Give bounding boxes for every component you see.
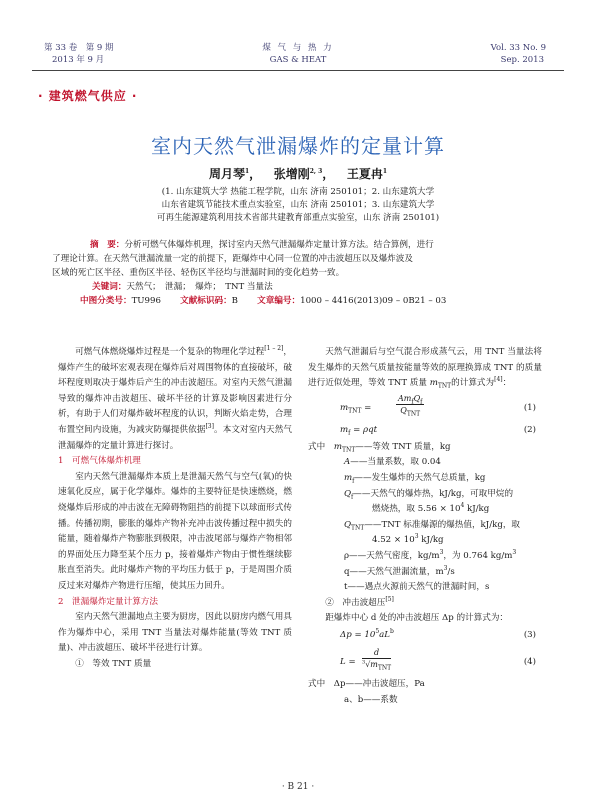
header-rule bbox=[32, 70, 564, 71]
method-paragraph: 室内天然气泄漏地点主要为厨房，因此以厨房内燃气用具作为爆炸中心，采用 TNT 当量法对爆炸能量(等效 TNT 质量)、冲击波超压、破坏半径进行计算。 bbox=[58, 612, 292, 654]
journal-volume-en: Vol. 33 No. 9 bbox=[490, 43, 546, 53]
article-no-label: 文章编号： bbox=[257, 296, 301, 306]
journal-title-en: GAS & HEAT bbox=[269, 55, 327, 65]
section-tag: · 建筑燃气供应 · bbox=[38, 89, 138, 103]
equation-1: $m_{TNT}$ = $Am_fQ_f$ $Q_{TNT}$ (1) bbox=[340, 393, 536, 418]
page-number: · B 21 · bbox=[281, 782, 315, 792]
keywords: 天然气； 泄漏； 爆炸； TNT 当量法 bbox=[126, 282, 273, 292]
author-1: 周月琴 bbox=[208, 167, 245, 181]
left-column bbox=[58, 345, 292, 672]
author-1-affil: 1 bbox=[244, 168, 250, 175]
author-3-affil: 1 bbox=[382, 168, 388, 175]
section-heading-1: 1 可燃气体爆炸机理 bbox=[58, 456, 141, 467]
mechanism-paragraph: 室内天然气泄漏爆炸本质上是泄漏天然气与空气(氧)的快速氧化反应，属于化学爆炸。爆炸的主要特征是快速燃烧，燃烧爆炸后形成的冲击波在无障碍物阻挡的前提下以球面形式传播。传播初期，膨胀的爆炸产物补充冲击波传播过程中损失的能量，随着爆炸产物膨胀到极限，冲击波尾部与爆炸产物相邻的界面处压力降至某个压力 p，接着爆炸产物由于惯性继续膨胀直至消失。此时爆炸产物的平均压力低于 p，于是周围介质反过来对爆炸产物进行压缩，使其压力回升。 bbox=[58, 471, 292, 591]
symbol-definition: 式中 Δp——冲击波超压，Pa bbox=[308, 678, 425, 689]
clc-value: TU996 bbox=[131, 296, 161, 306]
journal-date: 2013 年 9 月 bbox=[52, 55, 105, 65]
section-heading-2: 2 泄漏爆炸定量计算方法 bbox=[58, 596, 158, 607]
affiliation-line: 可再生能源建筑利用技术省部共建教育部重点实验室，山东 济南 250101) bbox=[156, 213, 440, 223]
affiliation-line: 山东省建筑节能技术重点实验室，山东 济南 250101；3. 山东建筑大学 bbox=[161, 200, 435, 210]
item-tnt-mass: ① 等效 TNT 质量 bbox=[75, 658, 152, 669]
author-2: 张增刚 bbox=[273, 167, 310, 181]
symbol-definition: a、b——系数 bbox=[344, 694, 398, 705]
tnt-paragraph: 天然气泄漏后与空气混合形成蒸气云，用 TNT 当量法将发生爆炸的天然气质量按能量等效的原理换算成 TNT 的质量进行近似处理，等效 TNT 质量 $m_{TNT}$的计算式为[4]： bbox=[308, 347, 542, 390]
equation-number: (2) bbox=[523, 424, 536, 435]
clc-label: 中图分类号： bbox=[80, 296, 132, 306]
doc-code-label: 文献标识码： bbox=[180, 296, 232, 306]
overpressure-paragraph: 距爆炸中心 d 处的冲击波超压 Δp 的计算式为： bbox=[325, 613, 509, 624]
equation-3: $\Delta p = 10^5aL^b$ (3) bbox=[308, 627, 542, 645]
citation: [4] bbox=[494, 376, 503, 384]
doc-code-value: B bbox=[231, 296, 238, 306]
journal-title: 煤 气 与 热 力 bbox=[262, 43, 334, 53]
author-2-affil: 2, 3 bbox=[309, 168, 323, 175]
right-column bbox=[308, 345, 542, 708]
journal-date-en: Sep. 2013 bbox=[500, 55, 544, 65]
journal-volume: 第 33 卷 第 9 期 bbox=[44, 43, 114, 53]
citation: [1 – 2] bbox=[264, 345, 284, 353]
paper-title: 室内天然气泄漏爆炸的定量计算 bbox=[151, 134, 445, 158]
symbol-definitions: 式中 $m_{TNT}——$等效 TNT 质量，kg A——当量系数，取 0.04 $m_f——$发生爆炸的天然气总质量，kg $Q_f——$天然气的爆炸热，kJ/kg，可取甲烷的 燃烧热，取 $5.56 \times 10^4$ kJ/kg $Q_{TNT}——TNT$ 标准爆源的爆热值，kJ/kg，取 $4.52 \times 10^3$ kJ/kg ρ——天然气密度，$kg/m^3$，为 0.764 $kg/m^3$ q——天然气泄漏流量，$m^3/s$ t——遇点火源前天然气的泄漏时间，s bbox=[308, 441, 521, 593]
affiliations bbox=[0, 186, 596, 225]
equation-4: L = d $^3√m_{TNT}$ (4) bbox=[340, 647, 536, 672]
intro-paragraph: 可燃气体燃烧爆炸过程是一个复杂的物理化学过程[1 – 2]，爆炸产生的破坏宏观表现在爆炸后对周围物体的直接破坏，破坏程度则取决于爆炸后产生的冲击波超压。对室内天然气泄漏导致的爆炸冲击波超压、破坏半径的计算及影响因素进行分析，有助于人们对爆炸破坏程度的认识，判断火焰走势，合理布置空间内设施，为减灾防爆提供依据[3]。本文对室内天然气泄漏爆炸的定量计算进行探讨。 bbox=[58, 345, 293, 451]
affiliation-line: (1. 山东建筑大学 热能工程学院，山东 济南 250101；2. 山东建筑大学 bbox=[161, 187, 435, 197]
item-overpressure: ② 冲击波超压[5] bbox=[325, 595, 394, 608]
abstract-text: 区域的死亡区半径、重伤区半径、轻伤区半径均与泄漏时间的变化趋势一致。 bbox=[52, 268, 345, 278]
author-3: 王夏冉 bbox=[346, 167, 383, 181]
citation: [3] bbox=[205, 423, 214, 431]
abstract-text: 了理论计算。在天然气泄漏流量一定的前提下，距爆炸中心同一位置的冲击波超压以及爆炸波及 bbox=[52, 254, 413, 264]
authors: 周月琴$^1$， 张增刚$^{2, 3}$， 王夏冉$^1$ bbox=[208, 167, 388, 181]
abstract bbox=[52, 238, 552, 308]
equation-number: (1) bbox=[523, 402, 536, 413]
citation: [5] bbox=[385, 595, 394, 603]
keywords-label: 关键词： bbox=[92, 282, 127, 292]
equation-number: (3) bbox=[523, 629, 536, 640]
abstract-label: 摘 要： bbox=[90, 240, 125, 250]
equation-2: $m_f = \rho qt$ (2) bbox=[340, 424, 536, 437]
abstract-text: 分析可燃气体爆炸机理，探讨室内天然气泄漏爆炸定量计算方法。结合算例，进行 bbox=[124, 240, 434, 250]
equation-number: (4) bbox=[523, 656, 536, 667]
article-no-value: 1000 – 4416(2013)09 – 0B21 – 03 bbox=[300, 296, 447, 306]
